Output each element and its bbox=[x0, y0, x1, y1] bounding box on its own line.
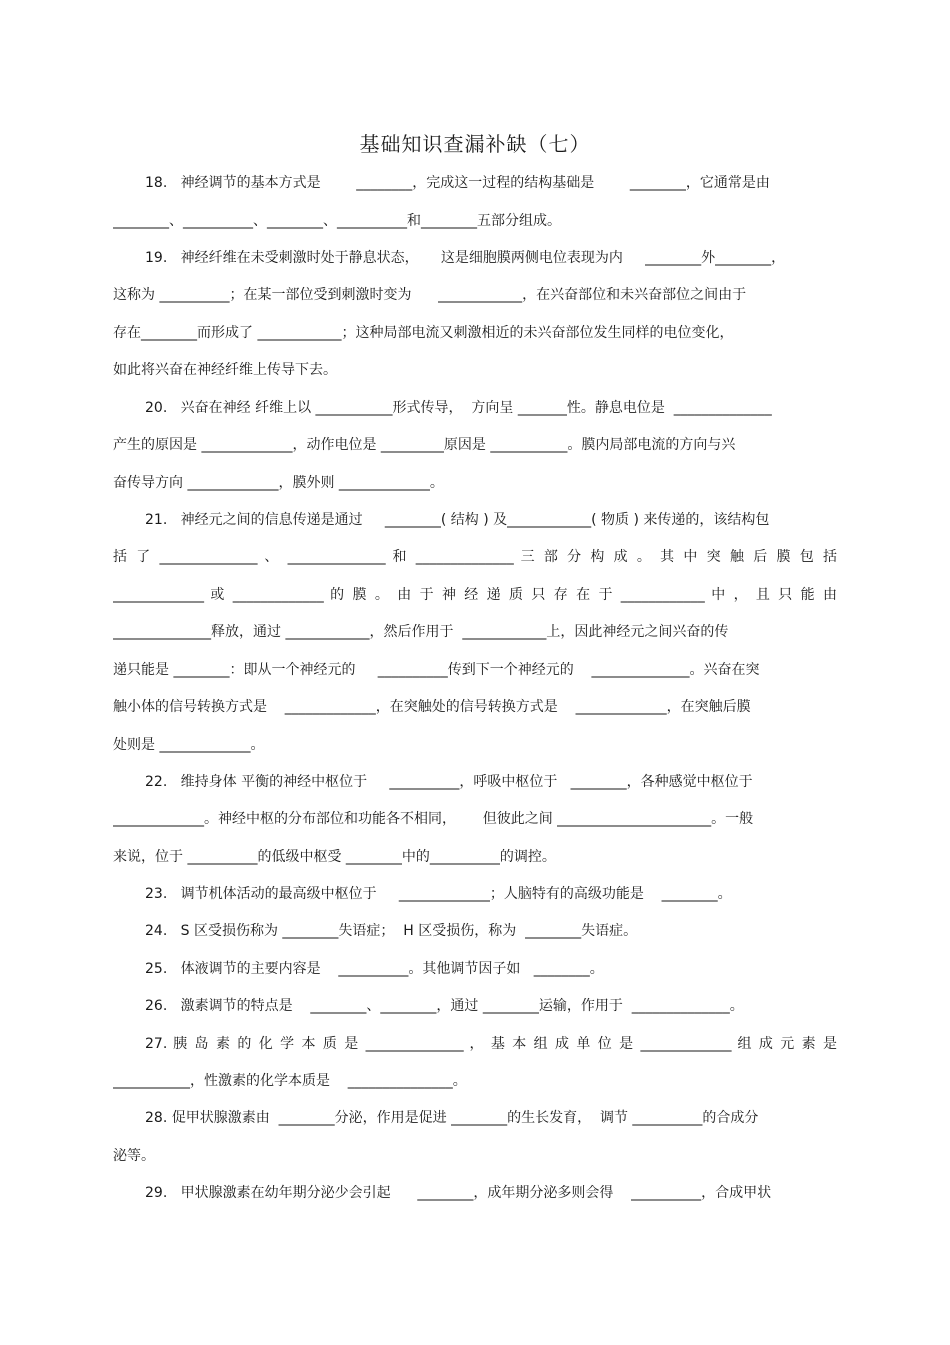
question-27-line-2: ___________，性激素的化学本质是 _______________。 bbox=[113, 1073, 467, 1089]
question-20-line-2: 产生的原因是 _____________，动作电位是 _________原因是 ___________。膜内局部电流的方向与兴 bbox=[113, 437, 736, 453]
question-22-line-3: 来说，位于 __________的低级中枢受 ________中的__________的调控。 bbox=[113, 849, 556, 865]
question-19-line-2: 这称为 __________；在某一部位受到刺激时变为 ____________，在兴奋部位和未兴奋部位之间由于 bbox=[113, 287, 747, 303]
question-28-line-1: 28. 促甲状腺激素由 ________分泌，作用是促进 ________的生长发育， 调节 __________的合成分 bbox=[145, 1110, 759, 1126]
question-18-line-2: ________、__________、________、__________和________五部分组成。 bbox=[113, 213, 561, 229]
question-21-line-7: 处则是 _____________。 bbox=[113, 737, 265, 753]
question-22-line-2: _____________。神经中枢的分布部位和功能各不相同， 但彼此之间 ______________________。一般 bbox=[113, 811, 754, 827]
question-20-line-3: 奋传导方向 _____________，膜外则 _____________。 bbox=[113, 475, 444, 491]
page-title: 基础知识查漏补缺（七） bbox=[359, 132, 591, 156]
question-20-line-1: 20. 兴奋在神经 纤维上以 ___________形式传导， 方向呈 _______性。静息电位是 ______________ bbox=[145, 400, 772, 416]
question-19-line-4: 如此将兴奋在神经纤维上传导下去。 bbox=[113, 362, 337, 378]
question-19-line-1: 19. 神经纤维在未受刺激时处于静息状态， 这是细胞膜两侧电位表现为内 ________外________， bbox=[145, 250, 786, 266]
question-22-line-1: 22. 维持身体 平衡的神经中枢位于 __________，呼吸中枢位于 ________，各种感觉中枢位于 bbox=[145, 774, 753, 790]
question-21-line-4: ______________释放，通过 ____________，然后作用于 ____________上，因此神经元之间兴奋的传 bbox=[113, 624, 729, 640]
question-26-line-1: 26. 激素调节的特点是 ________、________，通过 ________运输，作用于 ______________。 bbox=[145, 998, 744, 1014]
question-19-line-3: 存在________而形成了 ____________；这种局部电流又刺激相近的未兴奋部位发生同样的电位变化， bbox=[113, 325, 734, 341]
question-21-line-1: 21. 神经元之间的信息传递是通过 ________( 结构 ) 及____________( 物质 ) 来传递的，该结构包 bbox=[145, 512, 770, 528]
question-21-line-3: _____________ 或 _____________ 的 膜 。 由 于 神 经 递 质 只 存 在 于 ____________ 中 ， 且 只 能 由 bbox=[113, 587, 837, 603]
question-25-line-1: 25. 体液调节的主要内容是 __________。其他调节因子如 ________。 bbox=[145, 961, 604, 977]
question-29-line-1: 29. 甲状腺激素在幼年期分泌少会引起 ________，成年期分泌多则会得 __________，合成甲状 bbox=[145, 1185, 772, 1201]
question-21-line-6: 触小体的信号转换方式是 _____________，在突触处的信号转换方式是 _____________，在突触后膜 bbox=[113, 699, 751, 715]
question-28-line-2: 泌等。 bbox=[113, 1148, 155, 1164]
question-23-line-1: 23. 调节机体活动的最高级中枢位于 _____________；人脑特有的高级功能是 ________。 bbox=[145, 886, 732, 902]
question-27-line-1: 27. 胰 岛 素 的 化 学 本 质 是 ______________ ， 基 本 组 成 单 位 是 _____________ 组 成 元 素 是 bbox=[145, 1036, 837, 1052]
question-24-line-1: 24. S 区受损伤称为 ________失语症； H 区受损伤，称为 ________失语症。 bbox=[145, 923, 638, 939]
question-18-line-1: 18. 神经调节的基本方式是 ________，完成这一过程的结构基础是 ________，它通常是由 bbox=[145, 175, 770, 191]
question-21-line-5: 递只能是 ________：即从一个神经元的 __________传到下一个神经元的 ______________。兴奋在突 bbox=[113, 662, 760, 678]
question-21-line-2: 括 了 ______________ 、 ______________ 和 ______________ 三 部 分 构 成 。 其 中 突 触 后 膜 包 括 bbox=[113, 549, 837, 565]
